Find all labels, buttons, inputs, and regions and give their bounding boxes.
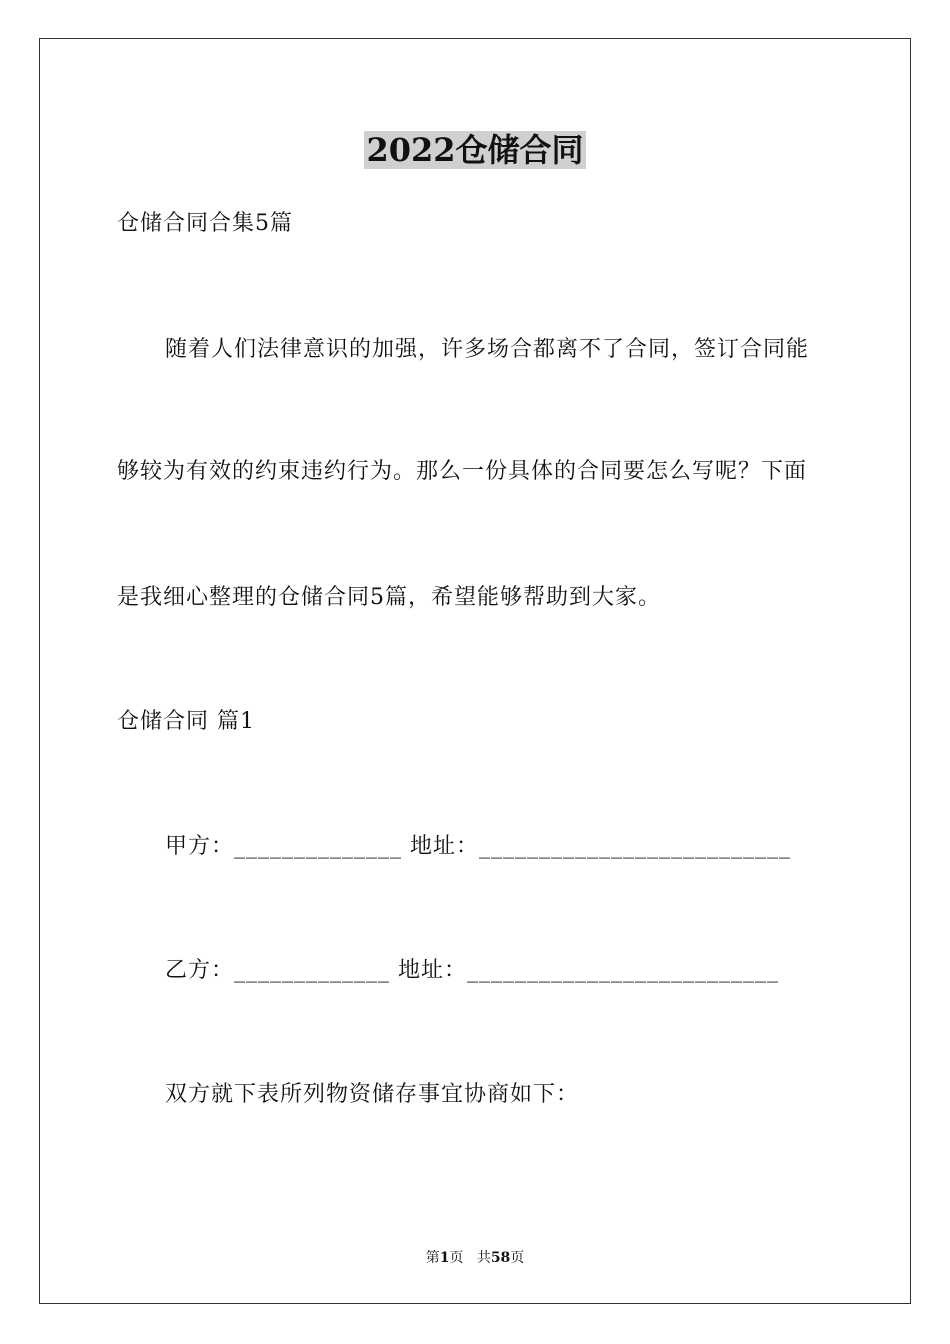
- page-prefix: 第: [425, 1250, 440, 1266]
- page-footer: [0, 1248, 950, 1268]
- intro-paragraph-line-2: 够较为有效的约束违约行为。那么一份具体的合同要怎么写呢？下面: [117, 459, 808, 484]
- document-title: 2022仓储合同: [366, 131, 584, 169]
- page-suffix: 页: [449, 1250, 464, 1266]
- page-current: 1: [439, 1250, 450, 1266]
- party-a-line: 甲方：______________ 地址：__________________________: [165, 834, 791, 859]
- party-b-line: 乙方：_____________ 地址：__________________________: [165, 958, 779, 983]
- total-suffix: 页: [510, 1250, 525, 1266]
- page-total: 58: [490, 1250, 511, 1266]
- section-heading: 仓储合同 篇1: [117, 709, 255, 734]
- total-prefix: 共: [476, 1250, 491, 1266]
- agreement-line: 双方就下表所列物资储存事宜协商如下：: [165, 1082, 580, 1107]
- document-title-block: [0, 128, 950, 172]
- intro-paragraph-line-3: 是我细心整理的仓储合同5篇，希望能够帮助到大家。: [117, 585, 661, 610]
- intro-paragraph-line-1: 随着人们法律意识的加强，许多场合都离不了合同，签订合同能: [165, 337, 810, 362]
- document-subtitle: 仓储合同合集5篇: [117, 211, 293, 236]
